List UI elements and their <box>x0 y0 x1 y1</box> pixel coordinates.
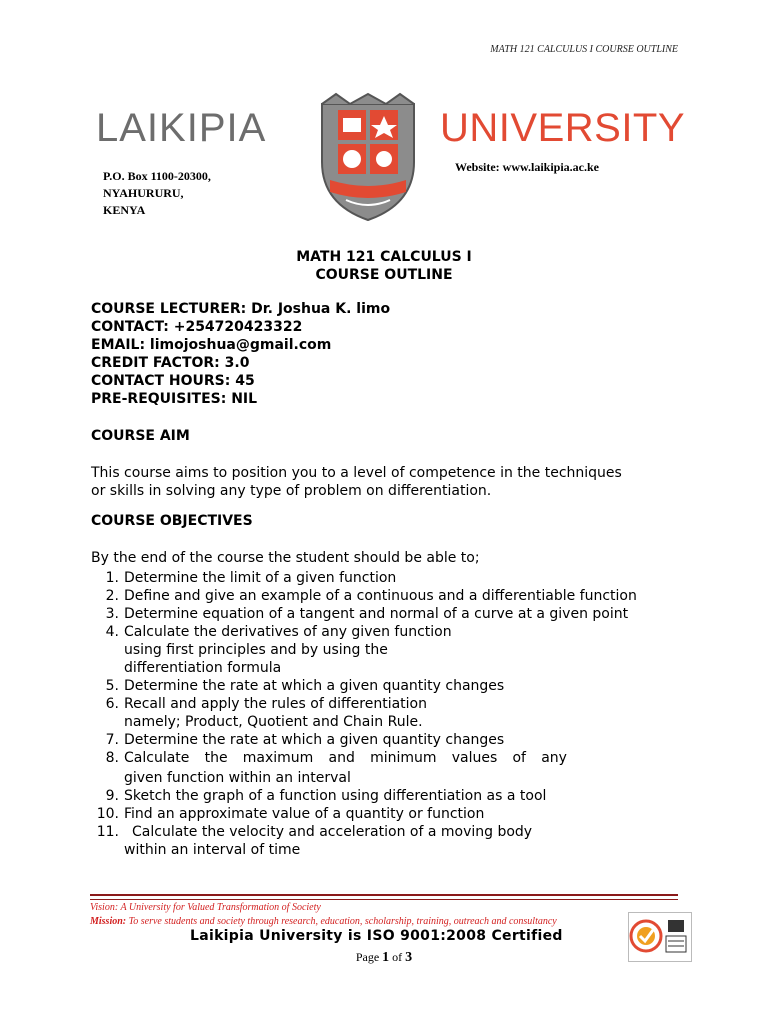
item-text: Determine equation of a tangent and normal of a curve at a given point <box>124 606 629 622</box>
iso-certification-badge-icon <box>628 912 692 962</box>
item-word: of <box>512 750 526 766</box>
vision-statement: Vision: A University for Valued Transformation of Society <box>90 902 321 913</box>
item-number: 4. <box>105 624 119 640</box>
list-item <box>91 587 691 605</box>
item-number: 8. <box>105 750 119 766</box>
list-item <box>91 677 691 695</box>
list-item <box>91 695 691 731</box>
item-text: Sketch the graph of a function using differentiation as a tool <box>124 788 547 804</box>
page-word: Page <box>355 950 380 964</box>
address-line: KENYA <box>103 203 146 217</box>
address-line: NYAHURURU, <box>103 186 184 200</box>
document-title <box>0 248 768 284</box>
item-number: 5. <box>105 678 119 694</box>
item-word: maximum <box>242 750 314 766</box>
item-word: values <box>451 750 498 766</box>
list-item <box>91 787 691 805</box>
item-word: Calculate <box>124 750 190 766</box>
list-item <box>91 749 691 787</box>
aim-line: This course aims to position you to a level of competence in the techniques <box>91 465 622 481</box>
iso-certification: Laikipia University is ISO 9001:2008 Certified <box>190 928 563 944</box>
contact-hours: CONTACT HOURS: 45 <box>91 373 255 389</box>
university-crest-icon <box>316 92 420 222</box>
lecturer-contact: CONTACT: +254720423322 <box>91 319 303 335</box>
item-text-continued: differentiation formula <box>124 660 282 676</box>
item-number: 11. <box>96 824 119 840</box>
item-text: Define and give an example of a continuous and a differentiable function <box>124 588 637 604</box>
item-word: and <box>328 750 355 766</box>
list-item <box>91 623 691 677</box>
postal-address <box>103 168 211 219</box>
of-word: of <box>392 950 403 964</box>
item-number: 6. <box>105 696 119 712</box>
mission-text: To serve students and society through research, education, scholarship, training, outreach and consultancy <box>128 916 557 927</box>
course-objectives-heading: COURSE OBJECTIVES <box>91 513 253 529</box>
item-text: Determine the rate at which a given quantity changes <box>124 732 505 748</box>
page-current: 1 <box>382 950 390 965</box>
list-item <box>91 823 691 859</box>
item-word: the <box>204 750 228 766</box>
item-text: Determine the limit of a given function <box>124 570 397 586</box>
page-total: 3 <box>405 950 413 965</box>
lecturer-details <box>91 300 390 408</box>
course-aim-text <box>91 464 691 500</box>
course-aim-heading: COURSE AIM <box>91 428 190 444</box>
brand-laikipia: LAIKIPIA <box>96 106 267 150</box>
item-number: 9. <box>105 788 119 804</box>
credit-factor: CREDIT FACTOR: 3.0 <box>91 355 250 371</box>
item-text-continued: within an interval of time <box>124 842 301 858</box>
item-text: Calculate the velocity and acceleration of a moving body <box>132 824 533 840</box>
lecturer-email[interactable]: EMAIL: limojoshua@gmail.com <box>91 337 332 353</box>
footer-divider <box>90 894 678 896</box>
item-text: Recall and apply the rules of differentiation <box>124 696 427 712</box>
objectives-intro: By the end of the course the student should be able to; <box>91 550 480 566</box>
item-number: 10. <box>96 806 119 822</box>
item-number: 2. <box>105 588 119 604</box>
item-text: Determine the rate at which a given quantity changes <box>124 678 505 694</box>
footer-divider <box>90 899 678 900</box>
item-number: 7. <box>105 732 119 748</box>
item-word: any <box>541 750 567 766</box>
item-word: minimum <box>370 750 437 766</box>
item-text-justified <box>124 749 567 767</box>
item-number: 3. <box>105 606 119 622</box>
mission-label: Mission: <box>90 916 127 927</box>
item-number: 1. <box>105 570 119 586</box>
list-item <box>91 731 691 749</box>
lecturer-name: COURSE LECTURER: Dr. Joshua K. limo <box>91 301 391 317</box>
aim-line: or skills in solving any type of problem on differentiation. <box>91 483 492 499</box>
item-text: Calculate the derivatives of any given function <box>124 624 452 640</box>
item-text-continued: using first principles and by using the <box>124 642 388 658</box>
item-text-continued: given function within an interval <box>124 770 351 786</box>
list-item <box>91 805 691 823</box>
title-line: MATH 121 CALCULUS I <box>296 249 472 265</box>
address-line: P.O. Box 1100-20300, <box>103 169 211 183</box>
brand-university: UNIVERSITY <box>440 106 686 150</box>
list-item <box>91 569 691 587</box>
header-note: MATH 121 CALCULUS I COURSE OUTLINE <box>490 44 678 55</box>
objectives-list <box>91 569 691 859</box>
pre-requisites: PRE-REQUISITES: NIL <box>91 391 258 407</box>
title-line: COURSE OUTLINE <box>315 267 453 283</box>
item-text-continued: namely; Product, Quotient and Chain Rule. <box>124 714 423 730</box>
item-text: Find an approximate value of a quantity or function <box>124 806 485 822</box>
website-link[interactable]: Website: www.laikipia.ac.ke <box>455 160 600 174</box>
mission-statement <box>90 916 557 927</box>
list-item <box>91 605 691 623</box>
